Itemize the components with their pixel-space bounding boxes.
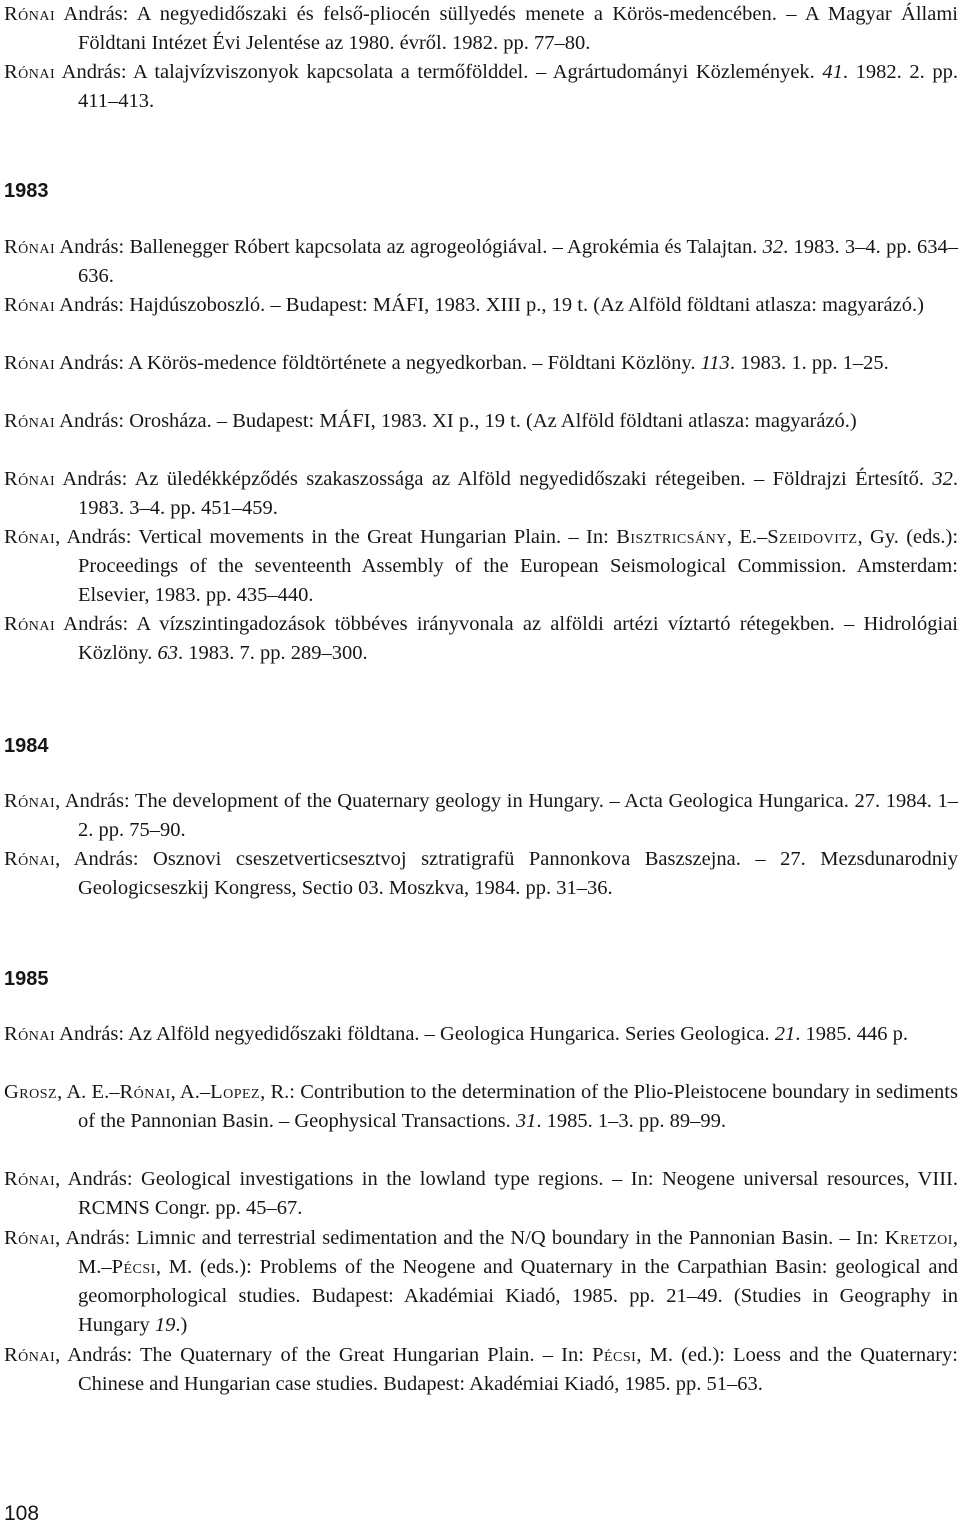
reference-entry: Rónai, András: The development of the Quaternary geology in Hungary. – Acta Geologica Hungarica. 27. 1984. 1–2. pp. 75–90. <box>4 790 958 841</box>
reference-entry: Rónai András: A talajvízviszonyok kapcsolata a termőfölddel. – Agrártudományi Közlemények. 41. 1982. 2. pp. 411–413. <box>4 61 958 112</box>
author-name: Rónai <box>4 848 56 870</box>
volume-number: 32 <box>762 236 784 258</box>
editor-name: Pécsi <box>111 1256 156 1278</box>
reference-entry: Rónai, András: Limnic and terrestrial sedimentation and the N/Q boundary in the Pannonian Basin. – In: Kretzoi, M.–Pécsi, M. (eds.): Problems of the Neogene and Quaternary in the Carpathian Basin: geological and geomorphological studies. Budapest: Akadémiai Kiadó, 1985. pp. 21–49. (Studies in Geography in Hungary 19.) <box>4 1227 958 1336</box>
reference-entry: Rónai András: A negyedidőszaki és felső-pliocén süllyedés menete a Körös-medencében. – A Magyar Állami Földtani Intézet Évi Jelentése az 1980. évről. 1982. pp. 77–80. <box>4 3 958 54</box>
year-heading: 1985 <box>4 968 49 990</box>
author-name: Rónai <box>4 613 56 635</box>
reference-entry: Rónai, András: Osznovi cseszetverticsesztvoj sztratigrafü Pannonkova Baszszejna. – 27. Mezsdunarodniy Geologicseszkij Kongress, Sectio 03. Moszkva, 1984. pp. 31–36. <box>4 848 958 899</box>
author-name: Rónai <box>4 468 56 490</box>
author-name: Lopez <box>210 1081 261 1103</box>
reference-entry: Rónai András: Az üledékképződés szakaszossága az Alföld negyedidőszaki rétegeiben. – Földrajzi Értesítő. 32. 1983. 3–4. pp. 451–459. <box>4 468 958 519</box>
year-heading: 1984 <box>4 735 49 757</box>
author-name: Rónai <box>4 1023 56 1045</box>
editor-name: Pécsi <box>592 1344 637 1366</box>
editor-name: Bisztricsány <box>616 526 727 548</box>
editor-name: Szeidovitz <box>767 526 858 548</box>
author-name: Rónai <box>4 3 56 25</box>
author-name: Rónai <box>4 790 56 812</box>
author-name: Rónai <box>4 526 56 548</box>
reference-entry: Rónai, András: Geological investigations in the lowland type regions. – In: Neogene universal resources, VIII. RCMNS Congr. pp. 45–67. <box>4 1168 958 1219</box>
volume-number: 113 <box>700 352 730 374</box>
author-name: Rónai <box>4 1227 56 1249</box>
author-name: Rónai <box>4 294 56 316</box>
author-name: Rónai <box>4 1344 56 1366</box>
reference-entry: Rónai, András: Vertical movements in the Great Hungarian Plain. – In: Bisztricsány, E.–Szeidovitz, Gy. (eds.): Proceedings of the seventeenth Assembly of the European Seismological Commission. Amsterdam: Elsevier, 1983. pp. 435–440. <box>4 526 959 606</box>
author-name: Rónai <box>4 1168 56 1190</box>
volume-number: 32 <box>932 468 953 490</box>
volume-number: 21 <box>774 1023 796 1045</box>
author-name: Rónai <box>4 61 56 83</box>
editor-name: Kretzoi <box>884 1227 953 1249</box>
year-heading: 1983 <box>4 180 49 202</box>
author-name: Rónai <box>119 1081 171 1103</box>
reference-entry: Grosz, A. E.–Rónai, A.–Lopez, R.: Contribution to the determination of the Plio-Pleistocene boundary in sediments of the Pannonian Basin. – Geophysical Transactions. 31. 1985. 1–3. pp. 89–99. <box>4 1081 958 1132</box>
author-name: Grosz <box>4 1081 58 1103</box>
reference-entry: Rónai András: Orosháza. – Budapest: MÁFI, 1983. XI p., 19 t. (Az Alföld földtani atlasza: magyarázó.) <box>4 410 857 432</box>
author-name: Rónai <box>4 410 56 432</box>
page-number: 108 <box>4 1502 40 1525</box>
author-name: Rónai <box>4 236 56 258</box>
volume-number: 19 <box>154 1314 176 1336</box>
reference-entry: Rónai András: Ballenegger Róbert kapcsolata az agrogeológiával. – Agrokémia és Talajtan. 32. 1983. 3–4. pp. 634–636. <box>4 236 958 287</box>
volume-number: 31 <box>515 1110 537 1132</box>
volume-number: 63 <box>157 642 179 664</box>
author-name: Rónai <box>4 352 56 374</box>
reference-entry: Rónai András: A vízszintingadozások többéves irányvonala az alföldi artézi víztartó rétegekben. – Hidrológiai Közlöny. 63. 1983. 7. pp. 289–300. <box>4 613 958 664</box>
reference-entry: Rónai András: Az Alföld negyedidőszaki földtana. – Geologica Hungarica. Series Geologica. 21. 1985. 446 p. <box>4 1023 908 1045</box>
reference-entry: Rónai András: A Körös-medence földtörténete a negyedkorban. – Földtani Közlöny. 113. 1983. 1. pp. 1–25. <box>4 352 889 374</box>
volume-number: 41 <box>822 61 843 83</box>
reference-entry: Rónai András: Hajdúszoboszló. – Budapest: MÁFI, 1983. XIII p., 19 t. (Az Alföld földtani atlasza: magyarázó.) <box>4 294 924 316</box>
reference-entry: Rónai, András: The Quaternary of the Great Hungarian Plain. – In: Pécsi, M. (ed.): Loess and the Quaternary: Chinese and Hungarian case studies. Budapest: Akadémiai Kiadó, 1985. pp. 51–63. <box>4 1344 958 1395</box>
